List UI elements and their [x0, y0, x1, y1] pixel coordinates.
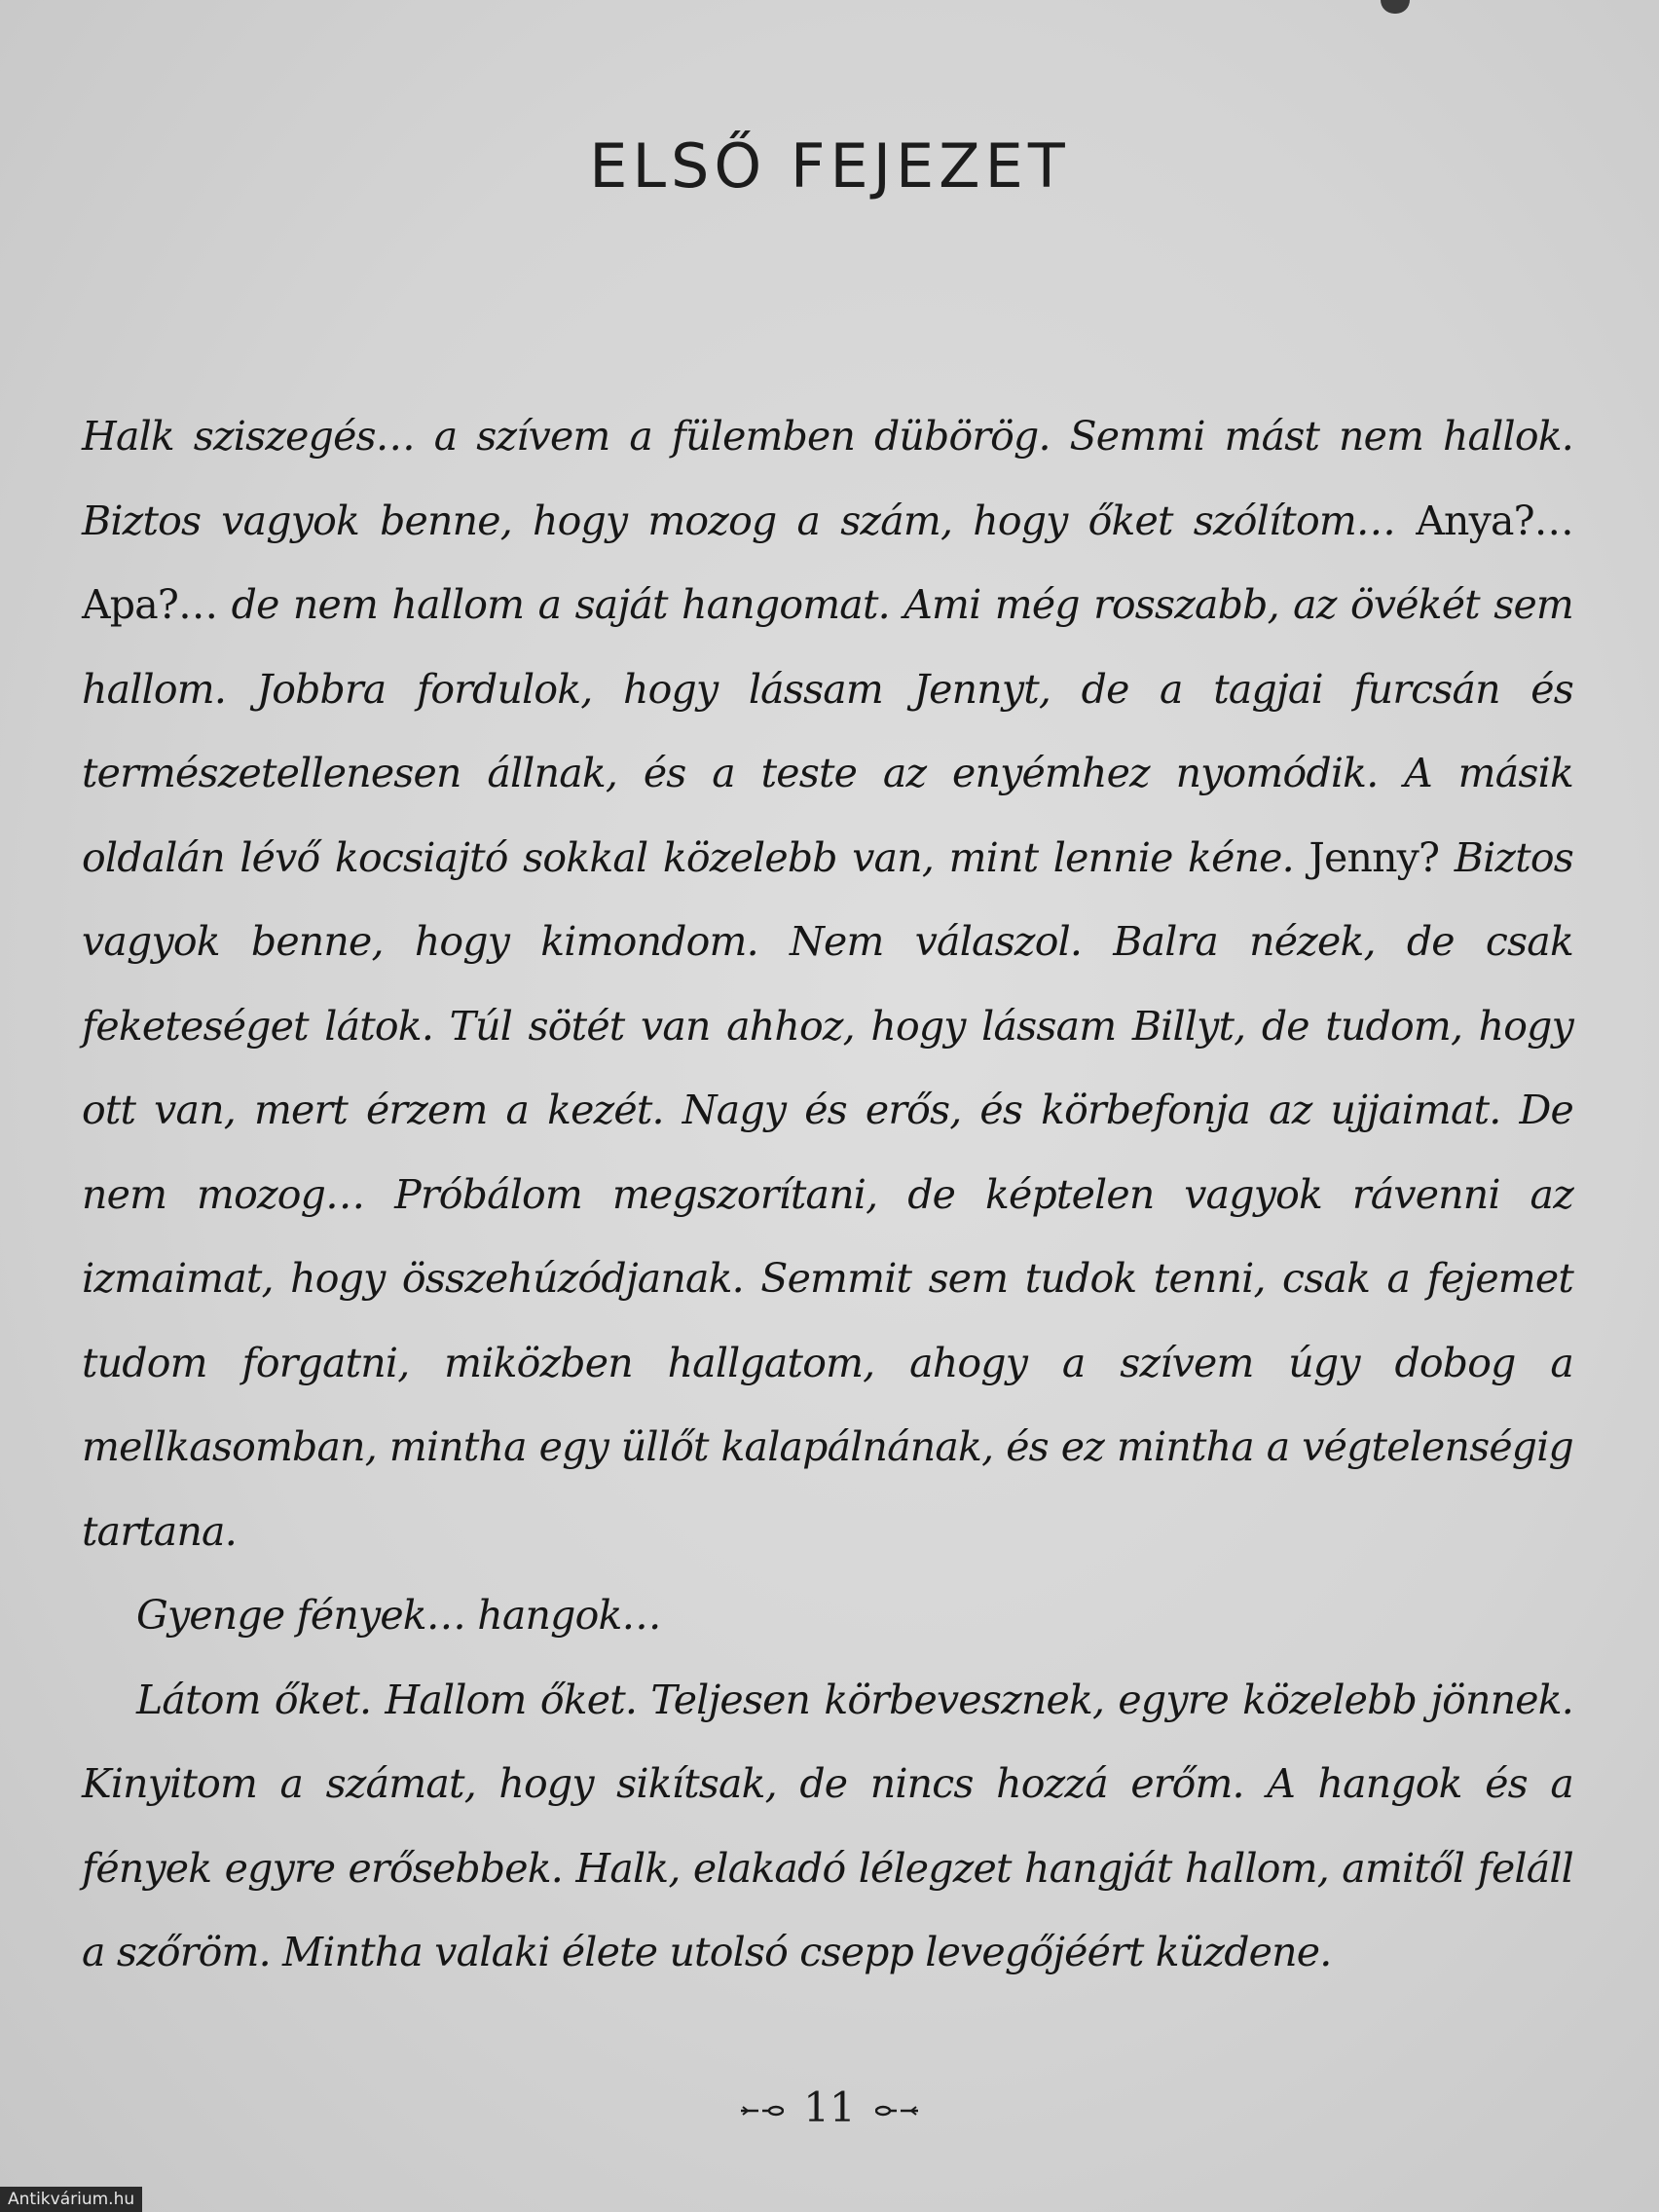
text-segment: Látom őket. Hallom őket. Teljesen körbevesznek, egyre közelebb jönnek. Kinyitom a számat, hogy sikítsak, de nincs hozzá erőm. A hangok és a fények egyre erősebbek. Halk, elakadó lélegzet hangját hallom, amitől feláll a szőröm. Mintha valaki élete utolsó csepp levegőjéért küzdene.	[82, 1676, 1573, 1975]
page-number: 11	[803, 2083, 856, 2131]
text-segment: Gyenge fények… hangok…	[136, 1592, 661, 1639]
text-segment: Anya?… Apa?…	[82, 497, 1573, 628]
text-segment: Jenny?	[1309, 833, 1440, 881]
paragraph	[82, 1658, 1573, 1995]
paragraph	[82, 1573, 1573, 1658]
watermark: Antikvárium.hu	[0, 2187, 142, 2212]
paragraph	[82, 394, 1573, 1573]
left-ornament-icon	[739, 2103, 784, 2119]
chapter-title: ELSŐ FEJEZET	[589, 130, 1070, 202]
text-segment: Halk sziszegés… a szívem a fülemben dübörög. Semmi mást nem hallok. Biztos vagyok benne, hogy mozog a szám, hogy őket szólítom…	[82, 413, 1573, 544]
chapter-body-text	[82, 394, 1573, 1995]
right-ornament-icon	[875, 2103, 920, 2119]
page-number-line	[0, 2083, 1659, 2131]
text-segment: Biztos vagyok benne, hogy kimondom. Nem válaszol. Balra nézek, de csak feketeséget látok. Túl sötét van ahhoz, hogy lássam Billyt, de tudom, hogy ott van, mert érzem a kezét. Nagy és erős, és körbefonja az ujjaimat. De nem mozog… Próbálom megszorítani, de képtelen vagyok rávenni az izmaimat, hogy összehúzódjanak. Semmit sem tudok tenni, csak a fejemet tudom forgatni, miközben hallgatom, ahogy a szívem úgy dobog a mellkasomban, mintha egy üllőt kalapálnának, és ez mintha a végtelenségig tartana.	[82, 833, 1573, 1555]
corner-ink-mark	[1381, 0, 1410, 14]
text-segment: de nem hallom a saját hangomat. Ami még rosszabb, az övékét sem hallom. Jobbra fordulok, hogy lássam Jennyt, de a tagjai furcsán és természetellenesen állnak, és a teste az enyémhez nyomódik. A másik oldalán lévő kocsiajtó sokkal közelebb van, mint lennie kéne.	[82, 581, 1573, 881]
